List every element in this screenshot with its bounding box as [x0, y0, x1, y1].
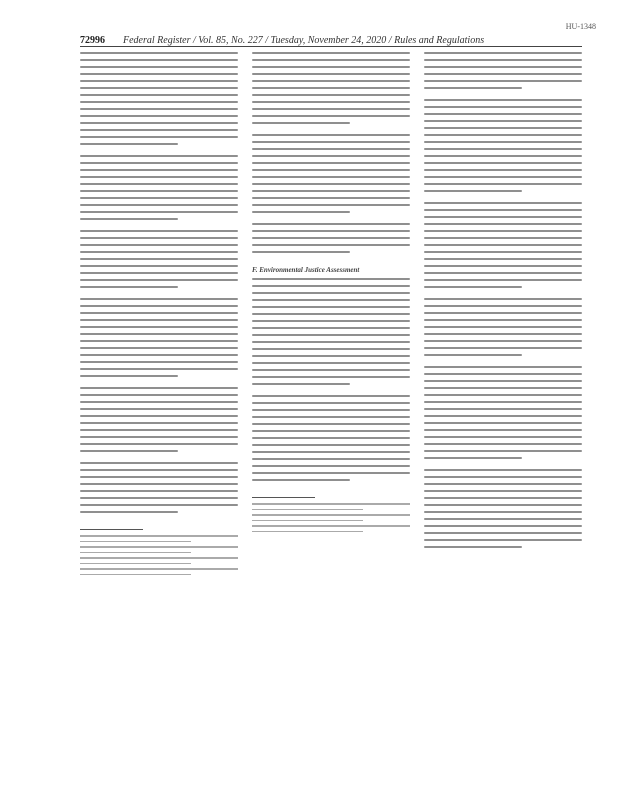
text-line: [252, 251, 350, 253]
text-line: [252, 327, 410, 329]
text-line: [80, 305, 238, 307]
text-line: [252, 204, 410, 206]
text-line: [252, 108, 410, 110]
text-line: [252, 458, 410, 460]
text-line: [252, 134, 410, 136]
paragraph: [424, 52, 582, 89]
text-line: [424, 134, 582, 136]
text-line: [252, 430, 410, 432]
text-line: [80, 265, 238, 267]
text-line: [80, 436, 238, 438]
text-line: [424, 279, 582, 281]
text-line: [80, 462, 238, 464]
text-line: [252, 444, 410, 446]
text-line: [252, 148, 410, 150]
text-line: [252, 395, 410, 397]
text-line: [424, 539, 582, 541]
text-line: [80, 272, 238, 274]
text-line: [424, 244, 582, 246]
text-line: [80, 190, 238, 192]
text-line: [252, 355, 410, 357]
text-line: [80, 94, 238, 96]
text-line: [80, 204, 238, 206]
text-line: [424, 106, 582, 108]
text-line: [80, 279, 238, 281]
text-line: [252, 197, 410, 199]
text-line: [80, 497, 238, 499]
text-line: [252, 183, 410, 185]
paragraph: [80, 230, 238, 288]
text-line: [252, 383, 350, 385]
text-line: [80, 490, 238, 492]
paragraph: [80, 52, 238, 145]
text-line: [80, 183, 238, 185]
text-line: [80, 422, 238, 424]
text-line: [80, 354, 238, 356]
footnote-line: [80, 552, 191, 554]
text-line: [80, 476, 238, 478]
text-line: [80, 319, 238, 321]
text-line: [80, 394, 238, 396]
text-line: [424, 237, 582, 239]
text-line: [252, 141, 410, 143]
text-line: [252, 313, 410, 315]
text-line: [424, 169, 582, 171]
text-line: [252, 66, 410, 68]
text-line: [80, 211, 238, 213]
text-line: [424, 298, 582, 300]
text-line: [424, 258, 582, 260]
text-line: [252, 237, 410, 239]
text-columns: [80, 52, 582, 764]
text-line: [252, 176, 410, 178]
text-line: [424, 120, 582, 122]
text-line: [80, 162, 238, 164]
paragraph: [424, 298, 582, 356]
text-line: [424, 52, 582, 54]
text-line: [80, 387, 238, 389]
text-line: [424, 457, 522, 459]
footnote-line: [80, 535, 238, 537]
text-line: [80, 244, 238, 246]
page-header: [80, 32, 582, 47]
text-line: [424, 326, 582, 328]
text-line: [80, 115, 238, 117]
text-line: [424, 469, 582, 471]
text-line: [80, 258, 238, 260]
text-line: [424, 483, 582, 485]
text-line: [424, 504, 582, 506]
text-line: [252, 115, 410, 117]
text-line: [80, 122, 238, 124]
text-line: [80, 298, 238, 300]
text-line: [424, 450, 582, 452]
text-line: [80, 511, 178, 513]
text-line: [424, 216, 582, 218]
section-heading: F. Environmental Justice Assessment: [252, 266, 360, 274]
text-line: [252, 230, 410, 232]
text-line: [80, 375, 178, 377]
text-line: [424, 155, 582, 157]
footnote-line: [80, 541, 191, 543]
text-line: [80, 483, 238, 485]
text-line: [252, 472, 410, 474]
text-line: [80, 66, 238, 68]
paragraph: [80, 462, 238, 513]
text-line: [424, 286, 522, 288]
text-line: [424, 305, 582, 307]
text-line: [80, 429, 238, 431]
text-line: [252, 369, 410, 371]
text-line: [252, 334, 410, 336]
text-line: [424, 476, 582, 478]
text-line: [80, 108, 238, 110]
paragraph: [252, 52, 410, 124]
column-right: [424, 52, 582, 764]
text-line: [80, 169, 238, 171]
text-line: [252, 437, 410, 439]
text-line: [252, 416, 410, 418]
text-line: [424, 113, 582, 115]
text-line: [80, 408, 238, 410]
text-line: [424, 73, 582, 75]
paragraph: [424, 202, 582, 288]
column-middle: [252, 52, 410, 764]
text-line: [80, 326, 238, 328]
text-line: [80, 401, 238, 403]
text-line: [80, 176, 238, 178]
text-line: [252, 244, 410, 246]
text-line: [252, 122, 350, 124]
paragraph: [424, 469, 582, 548]
text-line: [252, 292, 410, 294]
text-line: [80, 469, 238, 471]
paragraph: [252, 395, 410, 481]
text-line: [252, 341, 410, 343]
text-line: [80, 347, 238, 349]
text-line: [80, 218, 178, 220]
text-line: [424, 230, 582, 232]
paragraph: [252, 278, 410, 385]
text-line: [252, 285, 410, 287]
text-line: [80, 312, 238, 314]
paragraph: [80, 387, 238, 452]
text-line: [424, 209, 582, 211]
text-line: [424, 373, 582, 375]
text-line: [252, 376, 410, 378]
text-line: [424, 490, 582, 492]
text-line: [252, 423, 410, 425]
text-line: [424, 518, 582, 520]
page-number: 72996: [80, 35, 105, 46]
text-line: [424, 202, 582, 204]
text-line: [80, 237, 238, 239]
footnote-line: [252, 509, 363, 511]
text-line: [252, 190, 410, 192]
text-line: [252, 465, 410, 467]
text-line: [424, 162, 582, 164]
text-line: [424, 80, 582, 82]
text-line: [424, 443, 582, 445]
text-line: [424, 497, 582, 499]
footnote-line: [252, 525, 410, 527]
text-line: [424, 87, 522, 89]
text-line: [80, 504, 238, 506]
text-line: [424, 415, 582, 417]
text-line: [424, 312, 582, 314]
text-line: [252, 80, 410, 82]
text-line: [252, 169, 410, 171]
text-line: [252, 162, 410, 164]
footnote-line: [252, 531, 363, 533]
text-line: [424, 354, 522, 356]
text-line: [424, 532, 582, 534]
footnote-line: [80, 574, 191, 576]
text-line: [424, 546, 522, 548]
text-line: [252, 409, 410, 411]
text-line: [80, 368, 238, 370]
text-line: [424, 66, 582, 68]
footnote-rule: [80, 529, 143, 530]
text-line: [80, 251, 238, 253]
text-line: [80, 101, 238, 103]
text-line: [252, 155, 410, 157]
text-line: [424, 340, 582, 342]
footnote-line: [80, 557, 238, 559]
text-line: [252, 73, 410, 75]
text-line: [424, 525, 582, 527]
text-line: [80, 450, 178, 452]
column-left: [80, 52, 238, 764]
text-line: [80, 415, 238, 417]
reference-id: HU-1348: [565, 22, 596, 31]
text-line: [80, 87, 238, 89]
footnote-line: [80, 568, 238, 570]
text-line: [252, 59, 410, 61]
text-line: [424, 319, 582, 321]
text-line: [424, 366, 582, 368]
text-line: [424, 511, 582, 513]
text-line: [80, 333, 238, 335]
paragraph: [424, 99, 582, 192]
text-line: [80, 155, 238, 157]
text-line: [80, 73, 238, 75]
text-line: [80, 143, 178, 145]
text-line: [424, 429, 582, 431]
text-line: [424, 408, 582, 410]
text-line: [424, 183, 582, 185]
text-line: [80, 52, 238, 54]
text-line: [424, 272, 582, 274]
text-line: [424, 387, 582, 389]
paragraph: [424, 366, 582, 459]
text-line: [252, 299, 410, 301]
paragraph: [252, 134, 410, 213]
text-line: [424, 141, 582, 143]
footnote-rule: [252, 497, 315, 498]
text-line: [252, 320, 410, 322]
text-line: [424, 394, 582, 396]
text-line: [252, 94, 410, 96]
paragraph: [80, 298, 238, 377]
text-line: [424, 380, 582, 382]
text-line: [252, 402, 410, 404]
footnote-line: [252, 520, 363, 522]
text-line: [252, 479, 350, 481]
text-line: [424, 127, 582, 129]
text-line: [252, 348, 410, 350]
text-line: [80, 197, 238, 199]
running-head: Federal Register / Vol. 85, No. 227 / Tuesday, November 24, 2020 / Rules and Regulations: [123, 35, 485, 46]
paragraph: [80, 155, 238, 220]
footnote-line: [80, 563, 191, 565]
text-line: [424, 422, 582, 424]
footnote-line: [252, 514, 410, 516]
text-line: [252, 211, 350, 213]
text-line: [424, 436, 582, 438]
text-line: [252, 278, 410, 280]
text-line: [80, 361, 238, 363]
text-line: [424, 59, 582, 61]
text-line: [80, 230, 238, 232]
text-line: [424, 190, 522, 192]
text-line: [424, 347, 582, 349]
text-line: [80, 129, 238, 131]
text-line: [252, 223, 410, 225]
text-line: [424, 148, 582, 150]
text-line: [424, 333, 582, 335]
text-line: [424, 401, 582, 403]
text-line: [80, 443, 238, 445]
text-line: [252, 101, 410, 103]
text-line: [252, 52, 410, 54]
text-line: [80, 136, 238, 138]
text-line: [80, 340, 238, 342]
text-line: [424, 176, 582, 178]
text-line: [252, 451, 410, 453]
footnote-line: [80, 546, 238, 548]
paragraph: [252, 223, 410, 253]
text-line: [80, 80, 238, 82]
text-line: [252, 87, 410, 89]
text-line: [424, 99, 582, 101]
text-line: [424, 265, 582, 267]
text-line: [424, 223, 582, 225]
text-line: [424, 251, 582, 253]
footnote-line: [252, 503, 410, 505]
text-line: [80, 286, 178, 288]
text-line: [80, 59, 238, 61]
text-line: [252, 362, 410, 364]
text-line: [252, 306, 410, 308]
